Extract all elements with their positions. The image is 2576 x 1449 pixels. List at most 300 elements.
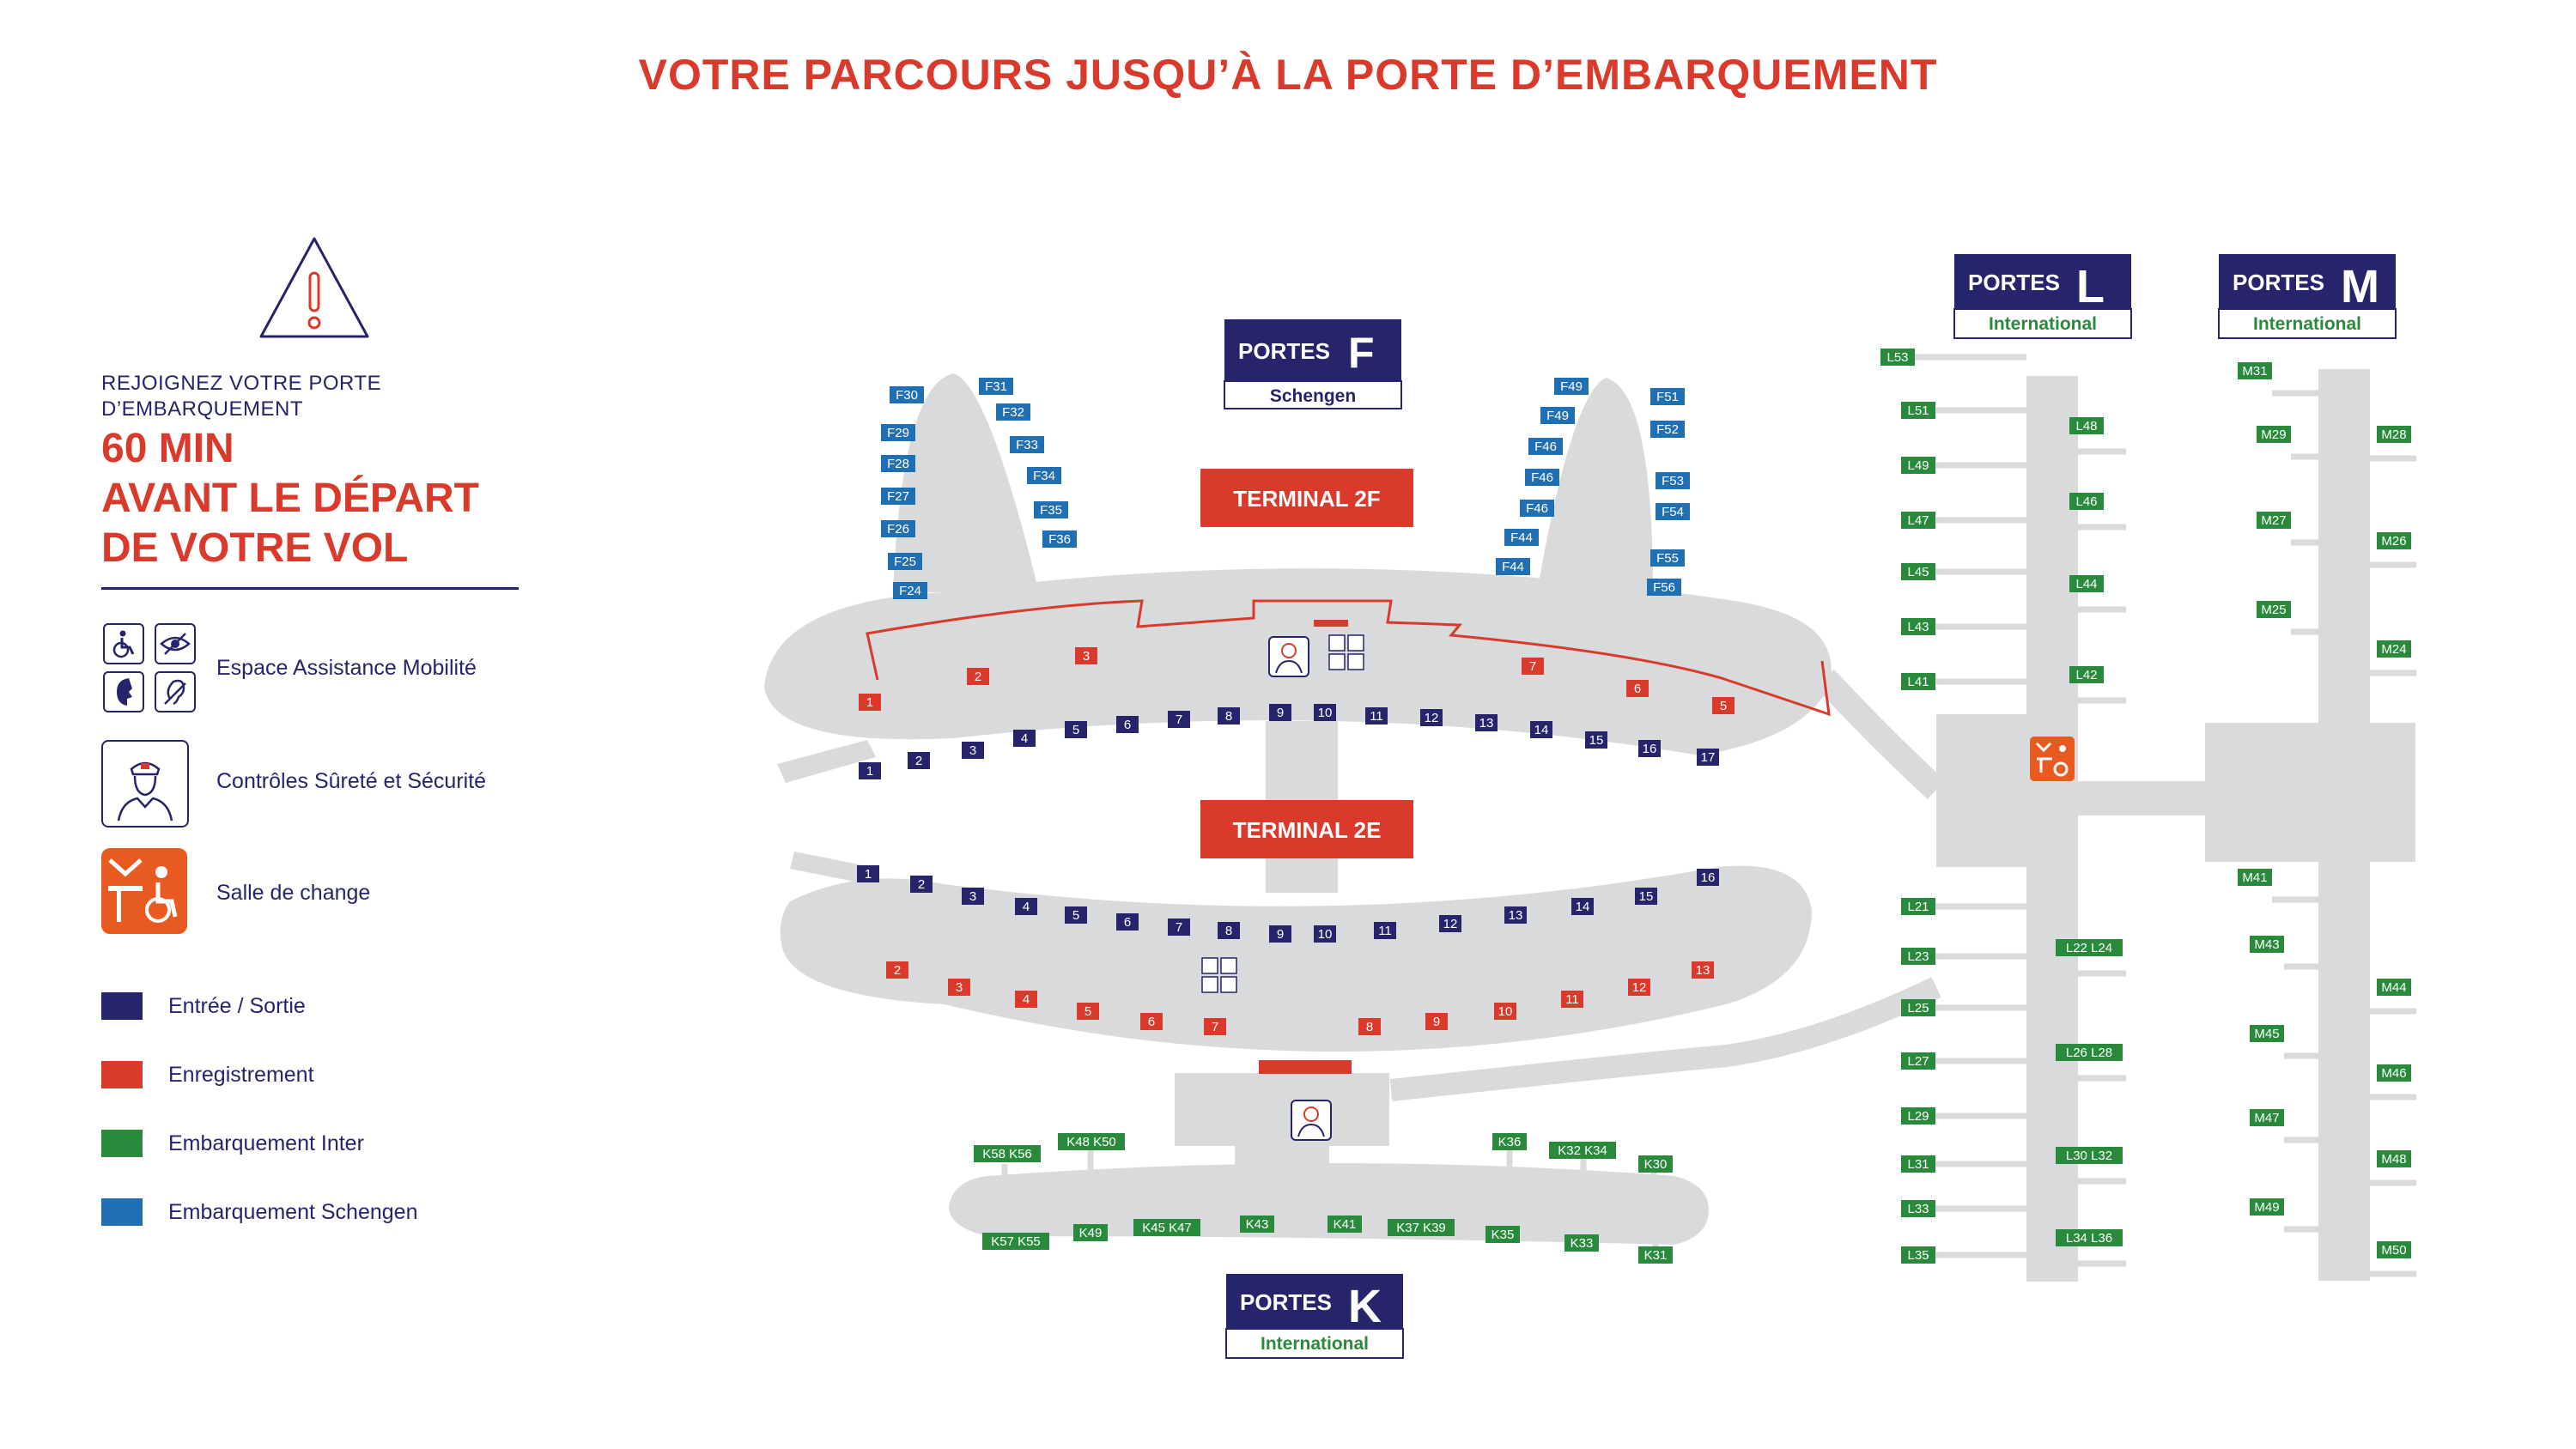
legend-change-label: Salle de change <box>216 881 371 905</box>
t2f-entry-label <box>1475 714 1498 731</box>
t2e-entry-label <box>962 888 984 905</box>
gate-k-bottom-label-text: K35 <box>1491 1228 1515 1242</box>
t2f-checkin-label <box>967 668 989 685</box>
t2f-security-strip <box>1314 620 1348 627</box>
gate-l-right-label <box>2069 666 2104 683</box>
t2e-entry-label-text: 15 <box>1638 889 1654 904</box>
portes-l-word: PORTES <box>1968 270 2060 295</box>
t2e-entry-label-text: 4 <box>1022 900 1030 914</box>
gate-k-top-label <box>974 1145 1041 1162</box>
gate-m-left-label <box>2257 512 2291 529</box>
t2e-entry-label <box>1116 913 1139 931</box>
t2e-entry-label <box>1374 922 1396 939</box>
t2e-entry-label-text: 12 <box>1443 917 1458 931</box>
gate-m-right-label-text: M50 <box>2381 1243 2407 1258</box>
gate-f-right-label-text: F56 <box>1653 580 1675 595</box>
gate-k-top-label-text: K58 K56 <box>982 1147 1032 1161</box>
gate-f-right-label <box>1656 503 1690 520</box>
security-block <box>1175 1073 1389 1146</box>
gate-m-right-label-text: M46 <box>2381 1066 2407 1081</box>
gate-f-right-label <box>1496 558 1530 575</box>
legend-security-label: Contrôles Sûreté et Sécurité <box>216 769 487 793</box>
gate-k-bottom-label-text: K31 <box>1643 1248 1668 1263</box>
gate-f-right-label <box>1520 500 1554 517</box>
gate-f-right-label-text: F49 <box>1546 409 1569 423</box>
t2f-entry-label <box>1365 707 1388 724</box>
gate-l-left-label <box>1901 948 1935 965</box>
gate-f-left-label-text: F26 <box>887 522 909 537</box>
gate-k-top-label-text: K30 <box>1643 1157 1668 1172</box>
portes-m-word: PORTES <box>2233 270 2324 295</box>
t2e-checkin-label <box>1494 1003 1516 1020</box>
gate-k-bottom-label <box>1485 1226 1520 1243</box>
t2e-entry-label <box>857 865 879 882</box>
gate-l-left-label <box>1901 1155 1935 1173</box>
t2e-entry-label <box>1218 922 1240 939</box>
gate-l-left-label-text: L31 <box>1907 1157 1929 1172</box>
gate-l-left-label-text: L51 <box>1907 403 1929 418</box>
t2e-checkin-label <box>1204 1018 1226 1035</box>
gate-l-left-label-text: L45 <box>1907 565 1929 579</box>
notice-line-2: D’EMBARQUEMENT <box>101 397 304 421</box>
t2e-entry-label-text: 8 <box>1224 924 1233 938</box>
t2e-entry-label <box>1439 915 1461 932</box>
gate-l-left-label <box>1901 1246 1935 1264</box>
gate-f-left-label <box>888 553 922 570</box>
gate-m-right-label <box>2377 979 2411 996</box>
gate-l-left-label <box>1901 898 1935 915</box>
t2e-entry-label <box>1065 906 1087 924</box>
t2e-entry-label-text: 7 <box>1175 920 1183 935</box>
gate-f-right-label-text: F55 <box>1656 551 1679 566</box>
t2f-entry-label-text: 10 <box>1317 706 1333 720</box>
gate-l-right-label <box>2056 1044 2123 1061</box>
t2e-checkin-label <box>948 979 970 996</box>
gate-m-right-label <box>2377 640 2411 658</box>
gate-f-left-label <box>893 582 927 599</box>
tunnel-2f-l <box>1825 678 1936 790</box>
gate-k-bottom-label <box>1240 1216 1274 1233</box>
portes-k-letter: K <box>1348 1281 1382 1332</box>
gate-f-right-label <box>1656 472 1690 489</box>
t2f-entry-label-text: 16 <box>1642 742 1657 756</box>
gate-k-bottom-label-text: K41 <box>1333 1217 1357 1232</box>
gate-f-right-label-text: F49 <box>1560 379 1583 394</box>
gate-l-right-label-text: L34 L36 <box>2065 1231 2113 1246</box>
t2f-entry-label-text: 13 <box>1479 716 1494 731</box>
t2f-checkin-label <box>859 694 881 711</box>
gate-f-left-label-text: F28 <box>887 457 909 471</box>
t2f-entry-label-text: 3 <box>969 743 977 758</box>
t2f-checkin-label-text: 7 <box>1528 659 1537 674</box>
t2e-entry-label <box>1015 898 1037 915</box>
gate-k-bottom-label-text: K33 <box>1570 1236 1594 1251</box>
gate-m-left-label-text: M27 <box>2261 513 2287 528</box>
t2f-entry-label <box>1530 721 1552 738</box>
gate-k-bottom-label <box>982 1233 1049 1250</box>
gate-l-right-label-text: L22 L24 <box>2065 941 2113 955</box>
gate-l-left-label-text: L21 <box>1907 900 1929 914</box>
t2f-entry-label-text: 6 <box>1123 718 1132 732</box>
gate-k-top-label <box>1058 1133 1125 1150</box>
gate-l-right-label-text: L42 <box>2075 668 2098 682</box>
gate-l-right-label <box>2069 417 2104 434</box>
t2e-checkin-label <box>1077 1003 1099 1020</box>
gate-m-left-label-text: M49 <box>2254 1200 2280 1215</box>
security-officer-icon <box>1269 637 1309 676</box>
t2f-entry-label-text: 11 <box>1370 709 1383 724</box>
satellite-m-hub <box>2205 723 2415 862</box>
t2e-checkin-label-text: 2 <box>893 963 902 978</box>
t2f-entry-label <box>859 762 881 779</box>
gate-k-top-label <box>1492 1133 1527 1150</box>
gate-l-right-label-text: L48 <box>2075 419 2098 433</box>
gate-f-right-label <box>1650 549 1685 567</box>
t2e-checkin-label-text: 11 <box>1565 992 1579 1007</box>
notice-big-2: AVANT LE DÉPART <box>101 476 479 521</box>
gate-f-left-label <box>881 520 915 537</box>
t2e-checkin-label <box>1015 991 1037 1008</box>
gate-m-right-label-text: M44 <box>2381 980 2407 995</box>
pier-m <box>2318 369 2370 1281</box>
t2e-entry-label <box>1168 919 1190 936</box>
link-l-m <box>2078 781 2207 815</box>
gate-l-left-label-text: L41 <box>1907 675 1929 689</box>
gate-m-left-label-text: M31 <box>2242 364 2268 379</box>
gate-m-left-label-text: M43 <box>2254 937 2280 952</box>
t2f-entry-label-text: 15 <box>1589 733 1604 748</box>
portes-f-zone: Schengen <box>1269 386 1357 406</box>
gate-l-left-label-text: L25 <box>1907 1001 1929 1016</box>
gate-f-left-label-text: F31 <box>985 379 1007 394</box>
gate-f-right-label-text: F46 <box>1534 440 1557 454</box>
t2e-checkin-label <box>1425 1013 1448 1030</box>
t2e-checkin-label-text: 5 <box>1084 1004 1092 1019</box>
t2e-entry-label-text: 6 <box>1123 915 1132 930</box>
portes-l-header <box>1954 254 2131 338</box>
t2e-checkin-label-text: 3 <box>955 980 963 995</box>
t2e-entry-label-text: 11 <box>1378 924 1392 938</box>
gate-f-right-label <box>1504 529 1539 546</box>
t2e-checkin-label <box>1358 1018 1381 1035</box>
t2e-checkin-label-text: 7 <box>1211 1020 1219 1034</box>
gate-m-right-label-text: M26 <box>2381 534 2407 549</box>
t2f-checkin-label <box>1626 680 1649 697</box>
t2e-entry-label <box>1635 888 1657 905</box>
t2f-entry-label <box>1697 749 1719 766</box>
t2e-entry-label-text: 1 <box>864 867 872 882</box>
t2f-entry-label <box>1013 730 1036 747</box>
gate-l-left-label-text: L43 <box>1907 620 1929 634</box>
gate-m-left-label <box>2257 426 2291 443</box>
gate-k-top-label-text: K48 K50 <box>1066 1135 1116 1149</box>
gate-m-left-label <box>2250 1025 2284 1042</box>
terminal-2f-label: TERMINAL 2F <box>1233 486 1381 512</box>
gate-k-top-label-text: K36 <box>1498 1135 1522 1149</box>
gate-k-bottom-label-text: K45 K47 <box>1142 1221 1192 1235</box>
gate-l-left-label-text: L27 <box>1907 1054 1929 1069</box>
gate-f-right-label <box>1554 378 1589 395</box>
portes-k-zone: International <box>1260 1334 1370 1354</box>
terminal-2e-label: TERMINAL 2E <box>1232 817 1382 843</box>
gate-l-left-label <box>1901 1052 1935 1070</box>
t2f-entry-label <box>1585 731 1607 749</box>
gate-f-left-label-text: F36 <box>1048 532 1071 547</box>
t2e-entry-label <box>910 876 933 893</box>
gate-l-left-label-text: L23 <box>1907 949 1929 964</box>
gate-f-right-label-text: F46 <box>1526 501 1548 516</box>
gate-l-right-label <box>2056 939 2123 956</box>
gate-m-right-label <box>2377 1064 2411 1082</box>
t2f-checkin-label-text: 3 <box>1082 649 1091 664</box>
gate-k-bottom-label <box>1638 1246 1673 1264</box>
t2f-entry-label-text: 1 <box>866 764 874 779</box>
gate-m-left-label <box>2250 1198 2284 1216</box>
gate-m-left-label-text: M41 <box>2242 870 2268 885</box>
notice-big-1: 60 MIN <box>101 426 234 471</box>
gate-m-right-label-text: M28 <box>2381 427 2407 442</box>
gate-f-right-label <box>1650 421 1685 438</box>
portes-m-header <box>2219 254 2396 338</box>
terminal-2e-banner <box>1200 800 1413 858</box>
gate-l-left-label <box>1901 512 1935 529</box>
gate-m-left-label-text: M29 <box>2261 427 2287 442</box>
t2e-entry-label-text: 14 <box>1575 900 1590 914</box>
t2f-entry-label-text: 17 <box>1700 750 1716 765</box>
gate-m-left-label-text: M47 <box>2254 1111 2280 1125</box>
gate-f-right-label <box>1650 388 1685 405</box>
gate-f-left-label <box>1042 530 1077 548</box>
gate-m-left-label <box>2250 1109 2284 1126</box>
notice-big-3: DE VOTRE VOL <box>101 525 409 571</box>
gate-l-left-label <box>1880 349 1915 366</box>
pier-l <box>2026 376 2078 1282</box>
gate-l-left-label-text: L47 <box>1907 513 1929 528</box>
t2f-checkin-label <box>1522 658 1544 675</box>
legend-assistance-label: Espace Assistance Mobilité <box>216 656 477 680</box>
portes-k-header <box>1226 1274 1403 1358</box>
t2e-checkin-label <box>1140 1013 1163 1030</box>
page-title: VOTRE PARCOURS JUSQU’À LA PORTE D’EMBARQUEMENT <box>638 51 1938 99</box>
t2e-entry-label-text: 10 <box>1317 927 1333 942</box>
gate-l-left-label-text: L49 <box>1907 458 1929 473</box>
gate-l-left-label-text: L33 <box>1907 1202 1929 1216</box>
t2f-entry-label-text: 8 <box>1224 709 1233 724</box>
gate-l-left-label-text: L35 <box>1907 1248 1929 1263</box>
gate-m-left-label <box>2238 362 2272 379</box>
gate-f-right-label-text: F52 <box>1656 422 1679 437</box>
gate-f-left-label <box>881 424 915 441</box>
t2e-entry-label-text: 2 <box>917 877 926 892</box>
gate-f-right-label-text: F53 <box>1662 474 1684 488</box>
gate-l-right-label-text: L30 L32 <box>2065 1149 2113 1163</box>
t2f-entry-label <box>1420 709 1443 726</box>
gate-m-right-label-text: M24 <box>2381 642 2407 657</box>
gate-m-right-label <box>2377 426 2411 443</box>
t2e-checkin-label-text: 4 <box>1022 992 1030 1007</box>
t2f-entry-label <box>1168 711 1190 728</box>
gate-l-right-label-text: L44 <box>2075 577 2098 591</box>
t2f-entry-label <box>1065 721 1087 738</box>
portes-l-zone: International <box>1988 314 2098 334</box>
security-officer-icon <box>1291 1100 1331 1140</box>
t2f-checkin-label-text: 1 <box>866 695 874 710</box>
t2f-entry-label-text: 5 <box>1072 723 1080 737</box>
t2f-entry-label <box>1638 740 1661 757</box>
gate-m-left-label-text: M45 <box>2254 1027 2280 1041</box>
gate-f-right-label <box>1540 407 1575 424</box>
portes-m-zone: International <box>2252 314 2362 334</box>
portes-f-header <box>1224 319 1401 409</box>
gate-f-left-label-text: F27 <box>887 489 909 504</box>
gate-k-bottom-label-text: K49 <box>1078 1226 1103 1240</box>
gate-k-top-label <box>1549 1142 1616 1159</box>
t2e-entry-label <box>1571 898 1594 915</box>
gate-l-left-label-text: L53 <box>1886 350 1909 365</box>
portes-f-word: PORTES <box>1238 338 1330 364</box>
legend-inter-label: Embarquement Inter <box>168 1131 364 1155</box>
t2f-entry-label <box>1314 704 1336 721</box>
gate-l-left-label <box>1901 1200 1935 1217</box>
t2f-entry-label <box>1269 704 1291 721</box>
gate-f-left-label <box>890 386 924 403</box>
gate-k-bottom-label <box>1327 1216 1362 1233</box>
t2e-entry-label-text: 9 <box>1276 927 1285 942</box>
portes-k-word: PORTES <box>1240 1289 1332 1315</box>
t2e-checkin-label <box>1692 961 1714 979</box>
legend-schengen-label: Embarquement Schengen <box>168 1200 418 1224</box>
gate-f-right-label-text: F46 <box>1531 470 1553 485</box>
t2f-checkin-label-text: 2 <box>974 670 982 684</box>
gate-f-left-label-text: F32 <box>1002 405 1024 420</box>
gate-k-bottom-label-text: K37 K39 <box>1396 1221 1446 1235</box>
t2f-entry-label-text: 4 <box>1020 731 1029 746</box>
gate-l-right-label <box>2056 1147 2123 1164</box>
gate-m-left-label-text: M25 <box>2261 603 2287 617</box>
gate-m-left-label <box>2257 601 2291 618</box>
gate-f-right-label-text: F54 <box>1662 505 1684 519</box>
portes-m-letter: M <box>2341 261 2379 312</box>
terminal-2f-banner <box>1200 469 1413 527</box>
gate-k-top-label <box>1638 1155 1673 1173</box>
t2e-entry-label <box>1504 906 1527 924</box>
t2e-entry-label-text: 13 <box>1508 908 1523 923</box>
gate-k-bottom-label-text: K57 K55 <box>991 1234 1041 1249</box>
t2e-checkin-label <box>886 961 908 979</box>
gate-m-right-label-text: M48 <box>2381 1152 2407 1167</box>
gate-m-right-label <box>2377 1241 2411 1258</box>
gate-f-left-label-text: F33 <box>1016 438 1038 452</box>
gate-f-left-label-text: F25 <box>894 555 916 569</box>
gate-f-right-label-text: F51 <box>1656 390 1679 404</box>
gate-m-right-label <box>2377 532 2411 549</box>
gate-f-left-label <box>881 455 915 472</box>
gate-f-left-label-text: F29 <box>887 426 909 440</box>
gate-l-left-label <box>1901 618 1935 635</box>
gate-l-right-label <box>2069 575 2104 592</box>
t2f-checkin-label <box>1712 697 1735 714</box>
gate-l-left-label <box>1901 402 1935 419</box>
t2e-checkin-label-text: 12 <box>1631 980 1647 995</box>
gate-f-right-label-text: F44 <box>1502 560 1524 574</box>
gate-l-right-label-text: L46 <box>2075 494 2098 509</box>
legend-checkin-label: Enregistrement <box>168 1063 314 1087</box>
gate-f-left-label <box>881 488 915 505</box>
t2f-checkin-label-text: 5 <box>1719 699 1728 713</box>
t2e-checkin-label <box>1628 979 1650 996</box>
gate-l-left-label-text: L29 <box>1907 1109 1929 1124</box>
t2e-security-strip <box>1259 1060 1352 1074</box>
baby-change-icon <box>2030 737 2075 781</box>
t2e-entry-label <box>1269 925 1291 943</box>
notice-line-1: REJOIGNEZ VOTRE PORTE <box>101 372 382 395</box>
gate-l-left-label <box>1901 1107 1935 1125</box>
t2e-entry-label <box>1697 869 1719 886</box>
portes-f-letter: F <box>1348 329 1375 377</box>
t2f-checkin-label <box>1075 647 1097 664</box>
gate-k-bottom-label <box>1388 1219 1455 1236</box>
gate-l-left-label <box>1901 457 1935 474</box>
gate-f-right-label <box>1528 438 1563 455</box>
t2f-checkin-label-text: 6 <box>1633 682 1642 696</box>
gate-f-left-label <box>996 403 1030 421</box>
gate-f-right-label <box>1525 469 1559 486</box>
t2e-checkin-label <box>1561 991 1583 1008</box>
t2f-entry-label-text: 9 <box>1276 706 1285 720</box>
t2e-checkin-label-text: 8 <box>1365 1020 1374 1034</box>
t2e-entry-label-text: 16 <box>1700 870 1716 885</box>
gate-m-left-label <box>2250 936 2284 953</box>
gate-l-right-label <box>2056 1229 2123 1246</box>
gate-f-right-label <box>1647 579 1681 596</box>
gate-m-left-label <box>2238 869 2272 886</box>
gate-k-bottom-label-text: K43 <box>1245 1217 1269 1232</box>
t2f-entry-label-text: 7 <box>1175 712 1183 727</box>
t2e-checkin-label-text: 6 <box>1147 1015 1156 1029</box>
gate-l-left-label <box>1901 563 1935 580</box>
t2e-checkin-label-text: 10 <box>1498 1004 1513 1019</box>
t2f-entry-label <box>908 752 930 769</box>
gate-l-right-label-text: L26 L28 <box>2065 1046 2113 1060</box>
gate-f-left-label <box>1027 467 1061 484</box>
gate-f-left-label-text: F30 <box>896 388 918 403</box>
t2f-entry-label <box>962 742 984 759</box>
gate-f-left-label-text: F35 <box>1040 503 1062 518</box>
t2e-entry-label-text: 5 <box>1072 908 1080 923</box>
t2e-checkin-label-text: 13 <box>1695 963 1710 978</box>
gate-k-top-label-text: K32 K34 <box>1558 1143 1607 1158</box>
t2e-entry-label <box>1314 925 1336 943</box>
gate-l-left-label <box>1901 673 1935 690</box>
t2f-entry-label <box>1116 716 1139 733</box>
t2f-entry-label-text: 14 <box>1534 723 1549 737</box>
t2e-entry-label-text: 3 <box>969 889 977 904</box>
t2f-entry-label-text: 12 <box>1424 711 1439 725</box>
gate-k-bottom-label <box>1564 1234 1599 1252</box>
legend-entry-label: Entrée / Sortie <box>168 994 306 1018</box>
gate-l-left-label <box>1901 999 1935 1016</box>
gate-f-left-label-text: F24 <box>899 584 921 598</box>
gate-f-left-label-text: F34 <box>1033 469 1055 483</box>
gate-m-right-label <box>2377 1150 2411 1167</box>
gate-k-bottom-label <box>1133 1219 1200 1236</box>
gate-f-left-label <box>1010 436 1044 453</box>
t2f-entry-label-text: 2 <box>914 754 923 768</box>
gate-f-left-label <box>979 378 1013 395</box>
gate-f-right-label-text: F44 <box>1510 530 1533 545</box>
gate-l-right-label <box>2069 493 2104 510</box>
gate-k-bottom-label <box>1073 1224 1108 1241</box>
